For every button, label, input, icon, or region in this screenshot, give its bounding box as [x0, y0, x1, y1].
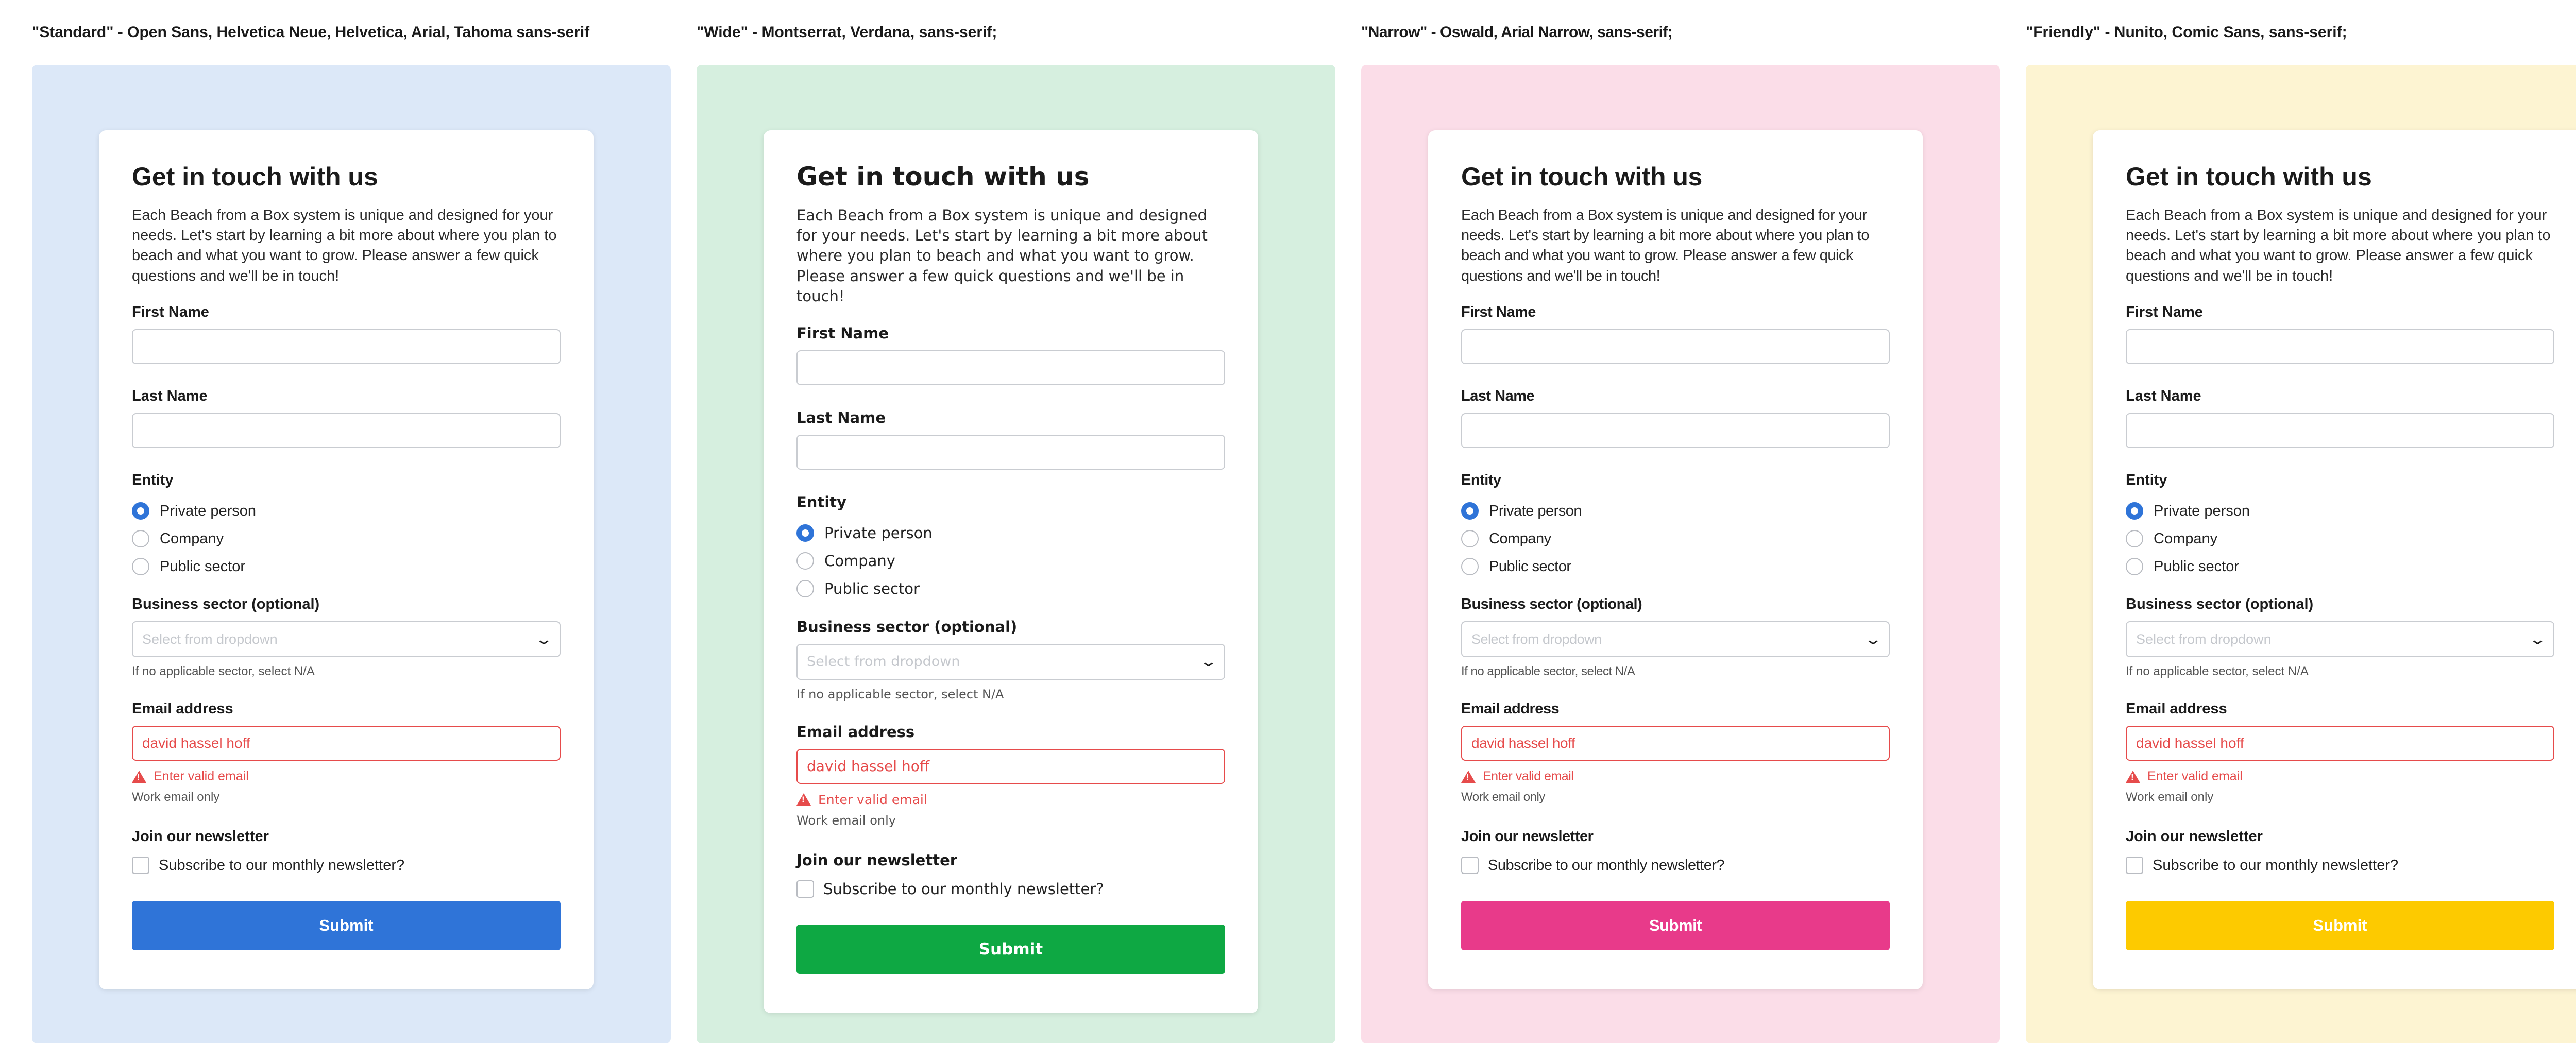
entity-option-label: Company	[1489, 530, 1551, 547]
entity-option-label: Public sector	[1489, 558, 1571, 575]
entity-option-label: Private person	[824, 524, 933, 542]
form-title: Get in touch with us	[2126, 162, 2372, 191]
entity-label: Entity	[796, 493, 847, 511]
chevron-down-icon: ⌄	[2528, 630, 2547, 648]
email-value: david hassel hoff	[1471, 735, 1575, 751]
entity-option-private[interactable]	[796, 519, 1225, 547]
submit-button[interactable]: Submit	[132, 901, 561, 950]
last-name-label: Last Name	[796, 408, 886, 426]
entity-option-company[interactable]	[796, 547, 1225, 575]
form-intro: Each Beach from a Box system is unique and designed for your needs. Let's start by learning a bit more about where you plan to beach and what you want to grow. Please answer a few quick questions and we'll be in touch!	[796, 206, 1208, 305]
last-name-label: Last Name	[132, 388, 208, 405]
contact-form-card	[1428, 130, 1923, 989]
email-input[interactable]	[132, 726, 561, 761]
last-name-input[interactable]	[796, 435, 1225, 470]
entity-option-company[interactable]	[2126, 525, 2554, 553]
variant-label: "Friendly" - Nunito, Comic Sans, sans-serif;	[2026, 24, 2347, 41]
newsletter-checkbox-label: Subscribe to our monthly newsletter?	[2153, 857, 2399, 874]
select-placeholder: Select from dropdown	[142, 631, 278, 647]
last-name-input[interactable]	[132, 413, 561, 448]
select-placeholder: Select from dropdown	[807, 654, 960, 670]
first-name-label: First Name	[2126, 304, 2203, 321]
email-label: Email address	[2126, 700, 2227, 717]
business-sector-select[interactable]	[132, 621, 561, 657]
entity-radio-group	[1461, 497, 1890, 580]
radio-icon[interactable]	[1461, 558, 1479, 575]
email-error-text: Enter valid email	[2147, 769, 2243, 784]
business-sector-hint: If no applicable sector, select N/A	[1461, 664, 1635, 679]
first-name-input[interactable]	[796, 350, 1225, 385]
last-name-label: Last Name	[1461, 388, 1535, 405]
entity-option-label: Company	[160, 530, 224, 547]
form-title: Get in touch with us	[132, 162, 378, 191]
entity-option-label: Private person	[160, 502, 256, 519]
newsletter-checkbox-label: Subscribe to our monthly newsletter?	[159, 857, 405, 874]
radio-icon[interactable]	[796, 552, 814, 570]
business-sector-hint: If no applicable sector, select N/A	[2126, 664, 2309, 679]
checkbox-icon[interactable]	[132, 857, 149, 874]
entity-option-label: Public sector	[824, 579, 920, 597]
entity-option-public[interactable]	[132, 553, 561, 580]
entity-option-private[interactable]	[1461, 497, 1890, 525]
chevron-down-icon: ⌄	[534, 630, 553, 648]
first-name-input[interactable]	[1461, 329, 1890, 364]
submit-button[interactable]: Submit	[2126, 901, 2554, 950]
email-label: Email address	[1461, 700, 1560, 717]
radio-checked-icon[interactable]	[1461, 502, 1479, 520]
email-hint: Work email only	[2126, 790, 2214, 805]
email-hint: Work email only	[132, 790, 220, 805]
business-sector-label: Business sector (optional)	[132, 596, 320, 613]
business-sector-label: Business sector (optional)	[1461, 596, 1642, 613]
variant-panel	[32, 65, 671, 1043]
first-name-input[interactable]	[2126, 329, 2554, 364]
entity-option-private[interactable]	[2126, 497, 2554, 525]
checkbox-icon[interactable]	[1461, 857, 1479, 874]
entity-radio-group	[132, 497, 561, 580]
chevron-down-icon: ⌄	[1864, 630, 1882, 648]
business-sector-hint: If no applicable sector, select N/A	[132, 664, 315, 679]
business-sector-select[interactable]	[2126, 621, 2554, 657]
entity-option-label: Company	[2154, 530, 2218, 547]
variant-label: "Standard" - Open Sans, Helvetica Neue, Helvetica, Arial, Tahoma sans-serif	[32, 24, 590, 41]
warning-icon	[132, 771, 146, 783]
entity-label: Entity	[2126, 472, 2167, 489]
email-input[interactable]	[2126, 726, 2554, 761]
form-title: Get in touch with us	[796, 162, 1090, 192]
newsletter-title: Join our newsletter	[1461, 828, 1594, 845]
entity-option-company[interactable]	[1461, 525, 1890, 553]
email-input[interactable]	[1461, 726, 1890, 761]
email-error-text: Enter valid email	[154, 769, 249, 784]
business-sector-select[interactable]	[796, 644, 1225, 680]
submit-button[interactable]: Submit	[1461, 901, 1890, 950]
email-label: Email address	[132, 700, 233, 717]
email-value: david hassel hoff	[2136, 735, 2244, 751]
radio-icon[interactable]	[132, 530, 149, 547]
entity-radio-group	[2126, 497, 2554, 580]
radio-icon[interactable]	[2126, 530, 2143, 547]
form-intro: Each Beach from a Box system is unique and designed for your needs. Let's start by learning a bit more about where you plan to beach and what you want to grow. Please answer a few quick questions and we'll be in touch!	[132, 207, 557, 284]
radio-icon[interactable]	[796, 580, 814, 597]
newsletter-option[interactable]	[2126, 857, 2554, 874]
entity-option-label: Public sector	[160, 558, 246, 575]
variant-standard	[32, 0, 671, 1061]
entity-label: Entity	[1461, 472, 1501, 489]
contact-form-card	[764, 130, 1258, 1013]
email-error-text: Enter valid email	[818, 792, 927, 807]
email-value: david hassel hoff	[807, 758, 930, 775]
radio-icon[interactable]	[1461, 530, 1479, 547]
contact-form-card	[99, 130, 594, 989]
submit-button[interactable]: Submit	[796, 925, 1225, 974]
entity-option-label: Private person	[1489, 502, 1582, 519]
email-hint: Work email only	[796, 813, 896, 828]
radio-icon[interactable]	[2126, 558, 2143, 575]
radio-checked-icon[interactable]	[2126, 502, 2143, 520]
variant-label: "Wide" - Montserrat, Verdana, sans-serif;	[697, 24, 997, 41]
contact-form-card	[2093, 130, 2576, 989]
email-error	[2126, 769, 2554, 784]
entity-option-label: Private person	[2154, 502, 2250, 519]
variant-label: "Narrow" - Oswald, Arial Narrow, sans-serif;	[1361, 24, 1673, 41]
first-name-label: First Name	[1461, 304, 1536, 321]
newsletter-title: Join our newsletter	[796, 851, 958, 869]
business-sector-hint: If no applicable sector, select N/A	[796, 687, 1004, 701]
newsletter-title: Join our newsletter	[132, 828, 269, 845]
newsletter-option[interactable]	[132, 857, 561, 874]
entity-option-public[interactable]	[796, 575, 1225, 603]
entity-radio-group	[796, 519, 1225, 603]
form-intro: Each Beach from a Box system is unique and designed for your needs. Let's start by learning a bit more about where you plan to beach and what you want to grow. Please answer a few quick questions and we'll be in touch!	[1461, 207, 1869, 284]
business-sector-label: Business sector (optional)	[2126, 596, 2314, 613]
email-value: david hassel hoff	[142, 735, 250, 751]
email-error	[796, 792, 1225, 807]
form-intro: Each Beach from a Box system is unique and designed for your needs. Let's start by learning a bit more about where you plan to beach and what you want to grow. Please answer a few quick questions and we'll be in touch!	[2126, 207, 2551, 284]
entity-option-company[interactable]	[132, 525, 561, 553]
entity-option-public[interactable]	[1461, 553, 1890, 580]
business-sector-label: Business sector (optional)	[796, 618, 1018, 636]
first-name-input[interactable]	[132, 329, 561, 364]
email-hint: Work email only	[1461, 790, 1545, 805]
newsletter-option[interactable]	[796, 880, 1225, 898]
newsletter-title: Join our newsletter	[2126, 828, 2263, 845]
variant-narrow	[1361, 0, 2000, 1061]
variant-wide	[697, 0, 1335, 1061]
business-sector-select[interactable]	[1461, 621, 1890, 657]
radio-checked-icon[interactable]	[132, 502, 149, 520]
radio-checked-icon[interactable]	[796, 524, 814, 542]
select-placeholder: Select from dropdown	[1471, 631, 1602, 647]
first-name-label: First Name	[132, 304, 209, 321]
email-error-text: Enter valid email	[1483, 769, 1574, 784]
entity-option-public[interactable]	[2126, 553, 2554, 580]
entity-option-label: Public sector	[2154, 558, 2240, 575]
entity-option-label: Company	[824, 552, 895, 570]
variant-panel	[1361, 65, 2000, 1043]
last-name-input[interactable]	[2126, 413, 2554, 448]
entity-option-private[interactable]	[132, 497, 561, 525]
variant-panel	[697, 65, 1335, 1043]
variant-friendly	[2026, 0, 2576, 1061]
checkbox-icon[interactable]	[796, 880, 814, 898]
radio-icon[interactable]	[132, 558, 149, 575]
warning-icon	[1461, 771, 1476, 783]
last-name-input[interactable]	[1461, 413, 1890, 448]
last-name-label: Last Name	[2126, 388, 2201, 405]
newsletter-option[interactable]	[1461, 857, 1890, 874]
entity-label: Entity	[132, 472, 174, 489]
email-error	[1461, 769, 1890, 784]
warning-icon	[796, 793, 811, 806]
email-input[interactable]	[796, 749, 1225, 784]
chevron-down-icon: ⌄	[1199, 653, 1218, 671]
newsletter-checkbox-label: Subscribe to our monthly newsletter?	[823, 880, 1104, 898]
warning-icon	[2126, 771, 2140, 783]
variant-panel	[2026, 65, 2576, 1043]
select-placeholder: Select from dropdown	[2136, 631, 2272, 647]
newsletter-checkbox-label: Subscribe to our monthly newsletter?	[1488, 857, 1725, 874]
email-label: Email address	[796, 723, 915, 741]
form-title: Get in touch with us	[1461, 162, 1702, 191]
checkbox-icon[interactable]	[2126, 857, 2143, 874]
first-name-label: First Name	[796, 324, 889, 342]
email-error	[132, 769, 561, 784]
